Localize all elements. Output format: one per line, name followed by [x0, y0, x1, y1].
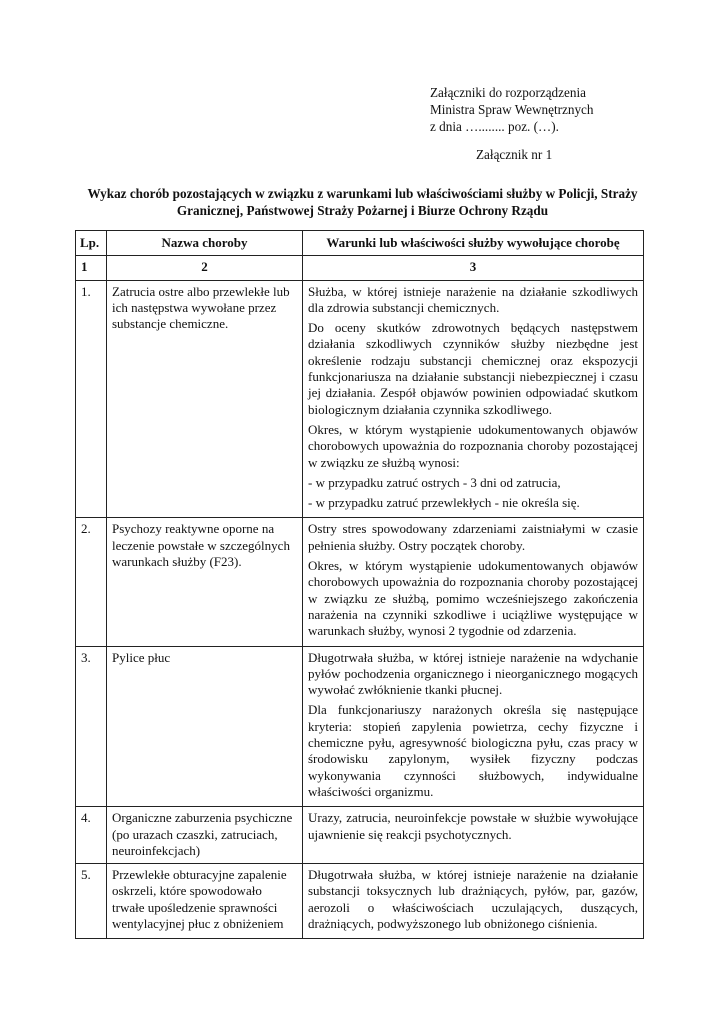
row-conditions [303, 518, 644, 646]
col-number-1: 1 [76, 256, 107, 280]
header-line-1: Załączniki do rozporządzenia [430, 85, 586, 100]
header-conditions: Warunki lub właściwości służby wywołujące chorobę [303, 231, 644, 256]
diseases-table [75, 230, 644, 939]
condition-paragraph: - w przypadku zatruć ostrych - 3 dni od zatrucia, [308, 474, 561, 490]
condition-paragraph: Okres, w którym wystąpienie udokumentowanych objawów chorobowych upoważnia do rozpoznania choroby pozostającej w związku ze służbą wynosi: [308, 421, 638, 470]
condition-paragraph: Służba, w której istnieje narażenie na działanie szkodliwych dla zdrowia substancji chemicznych. [308, 283, 638, 315]
row-lp: 2. [76, 518, 107, 646]
table-row [76, 518, 644, 646]
row-conditions [303, 864, 644, 939]
row-lp: 4. [76, 807, 107, 864]
table-row [76, 280, 644, 518]
condition-paragraph: Dla funkcjonariuszy narażonych określa się następujące kryteria: stopień zapylenia powietrza, cechy fizyczne i chemiczne pyłu, agresywność biologiczna pyłu, czas pracy w środowisku zapylonym, wysiłek fizyczny podczas wykonywania czynności służbowych, indywidualne właściwości organizmu. [308, 702, 638, 799]
column-number-row [76, 256, 644, 280]
title-line-1: Wykaz chorób pozostających w związku z warunkami lub właściwościami służby w Policji, Straży [87, 186, 638, 201]
header-line-2: Ministra Spraw Wewnętrznych [430, 102, 594, 117]
row-lp: 5. [76, 864, 107, 939]
row-lp: 3. [76, 646, 107, 807]
col-number-2: 2 [107, 256, 303, 280]
header-disease-name: Nazwa choroby [107, 231, 303, 256]
row-disease-name: Pylice płuc [107, 646, 303, 807]
condition-paragraph: - w przypadku zatruć przewlekłych - nie określa się. [308, 495, 580, 511]
table-header-row [76, 231, 644, 256]
condition-paragraph: Długotrwała służba, w której istnieje narażenie na wdychanie pyłów pochodzenia organicznego i nieorganicznego mogących wywołać zwłóknienie tkanki płucnej. [308, 649, 638, 698]
table-row [76, 646, 644, 807]
table-row [76, 807, 644, 864]
document-title [40, 185, 685, 219]
header-lp: Lp. [76, 231, 107, 256]
condition-paragraph: Długotrwała służba, w której istnieje narażenie na działanie substancji toksycznych lub drażniących, pyłów, par, gazów, aerozoli o właściwościach uczulających, duszących, drażniących, podwyższonego lub obniżonego ciśnienia. [308, 867, 638, 931]
row-conditions [303, 646, 644, 807]
row-disease-name: Zatrucia ostre albo przewlekłe lub ich następstwa wywołane przez substancje chemiczne. [107, 280, 303, 518]
annex-number: Załącznik nr 1 [476, 147, 553, 162]
condition-paragraph: Do oceny skutków zdrowotnych będących następstwem działania szkodliwych czynników służby niezbędne jest określenie rodzaju substancji chemicznej oraz ekspozycji funkcjonariusza na działanie substancji niebezpiecznej i czasu jej działania. Zespół objawów powinien odpowiadać skutkom biologicznym działania czynnika szkodliwego. [308, 320, 638, 417]
condition-paragraph: Urazy, zatrucia, neuroinfekcje powstałe w służbie wywołujące ujawnienie się reakcji psychotycznych. [308, 810, 638, 842]
row-disease-name: Psychozy reaktywne oporne na leczenie powstałe w szczególnych warunkach służby (F23). [107, 518, 303, 646]
col-number-3: 3 [303, 256, 644, 280]
row-conditions [303, 807, 644, 864]
row-disease-name: Przewlekłe obturacyjne zapalenie oskrzeli, które spowodowało trwałe upośledzenie sprawności wentylacyjnej płuc z obniżeniem [107, 864, 303, 939]
ordinance-reference [430, 84, 594, 135]
condition-paragraph: Okres, w którym wystąpienie udokumentowanych objawów chorobowych upoważnia do rozpoznania choroby pozostającej w związku ze służbą, pomimo wcześniejszego zakończenia narażenia na czynniki szkodliwe i uciążliwe występujące w warunkach służby, wynosi 2 tygodnie od zdarzenia. [308, 558, 638, 639]
row-disease-name: Organiczne zaburzenia psychiczne (po urazach czaszki, zatruciach, neuroinfekcjach) [107, 807, 303, 864]
condition-paragraph: Ostry stres spowodowany zdarzeniami zaistniałymi w czasie pełnienia służby. Ostry początek choroby. [308, 521, 638, 553]
header-line-3: z dnia …........ poz. (…). [430, 119, 559, 134]
row-conditions [303, 280, 644, 518]
title-line-2: Granicznej, Państwowej Straży Pożarnej i Biurze Ochrony Rządu [176, 203, 549, 218]
table-row [76, 864, 644, 939]
row-lp: 1. [76, 280, 107, 518]
